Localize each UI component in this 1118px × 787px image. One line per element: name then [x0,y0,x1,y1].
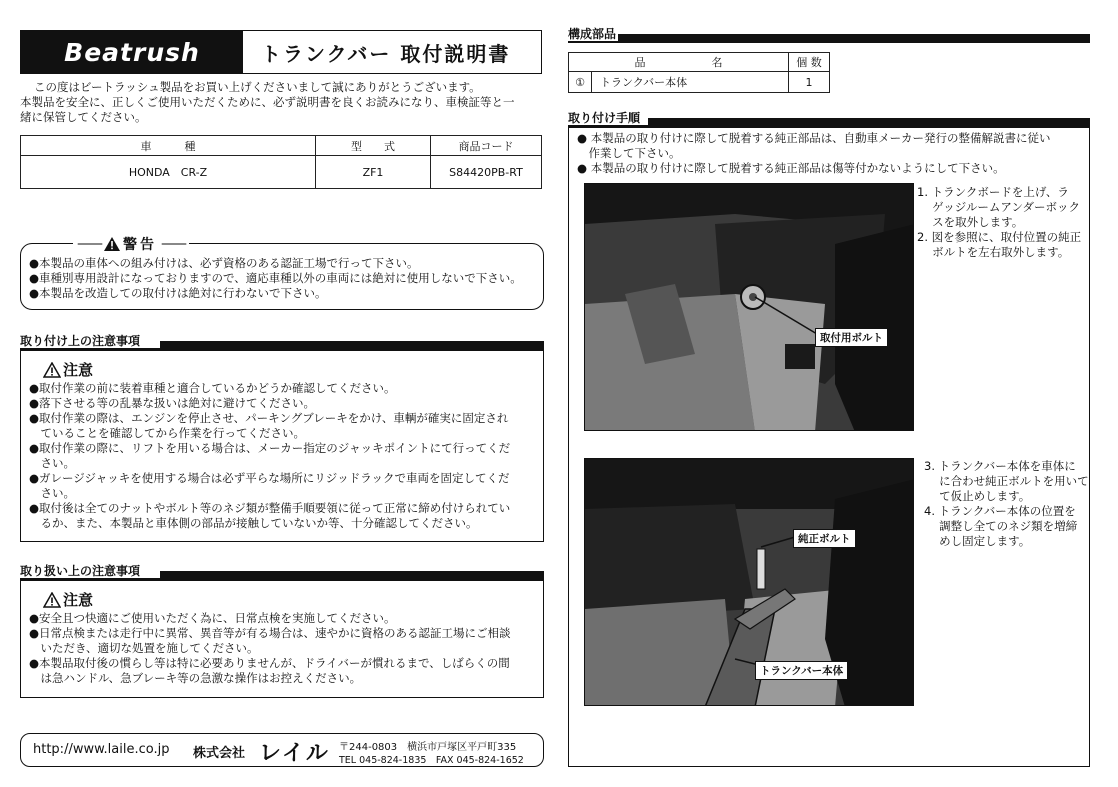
parts-row-no: ① [569,72,592,93]
callout-leader-line [585,184,914,431]
install-note: ●取付作業の前に装着車種と適合しているかどうか確認してください。 [29,381,396,395]
intro-text [20,80,545,125]
header-banner [20,30,542,74]
handling-notes-box [20,580,544,698]
footer [20,733,544,767]
handling-notes-list [29,611,511,686]
install-note: ていることを確認してから作業を行ってください。 [29,426,305,440]
cell-model: ZF1 [316,156,431,189]
intro-line: この度はビートラッシュ製品をお買い上げくださいまして誠にありがとうございます。 [34,80,481,94]
caution-triangle-icon [43,362,61,378]
warning-box [20,236,544,310]
install-caution-title: 注意 [63,361,94,379]
install-note: ●取付作業の際は、エンジンを停止させ、パーキングブレーキをかけ、車輌が確実に固定され [29,411,509,425]
step-line: 1. トランクボードを上げ、ラ [917,185,1069,199]
install-note: さい。 [29,456,75,470]
warning-item: ●本製品の車体への組み付けは、必ず資格のある認証工場で行って下さい。 [29,256,419,270]
col-header-vehicle: 車 種 [21,136,316,156]
company-prefix: 株式会社 [193,746,246,761]
step-line: 調整し全てのネジ類を増締 [924,519,1078,533]
install-note: ●ガレージジャッキを使用する場合は必ず平らな場所にリジッドラックで車両を固定してくだ [29,471,510,485]
warning-triangle-icon [104,237,120,251]
warning-header: —— 警告 —— [73,234,189,254]
procedure-note: ● 本製品の取り付けに際して脱着する純正部品は、自動車メーカー発行の整備解説書に従い [577,131,1051,145]
install-notes-title: 取り付け上の注意事項 [20,334,141,348]
col-header-code: 商品コード [431,136,542,156]
handling-notes-title: 取り扱い上の注意事項 [20,564,141,578]
install-note: ●落下させる等の乱暴な扱いは絶対に避けてください。 [29,396,316,410]
handling-note: ●安全且つ快適にご使用いただく為に、日常点検を実施してください。 [29,611,396,625]
company-url[interactable]: http://www.laile.co.jp [33,742,170,757]
mounting-bolt-label: 取付用ボルト [815,328,888,347]
vehicle-spec-table [20,135,542,189]
handling-note: は急ハンドル、急ブレーキ等の急激な操作はお控えください。 [29,671,362,685]
page-title: トランクバー 取付説明書 [261,41,511,66]
warning-item: ●車種別専用設計になっておりますので、適応車種以外の車両には絶対に使用しないで下さい。 [29,271,522,285]
cell-code: S84420PB-RT [431,156,542,189]
handling-note: ●日常点検または走行中に異常、異音等が有る場合は、速やかに資格のある認証工場にご相談 [29,626,511,640]
warning-list [29,256,522,301]
heading-bar [618,34,1090,43]
heading-bar [648,118,1090,127]
company-name: レイル [259,741,330,766]
install-photo-1 [584,183,914,431]
install-note: るか、また、本製品と車体側の部品が接触していないか等、十分確認してください。 [29,516,478,530]
parts-col-name: 品 名 [569,53,789,72]
parts-title: 構成部品 [568,27,617,41]
step-line: 3. トランクバー本体を車体に [924,459,1076,473]
step-line: めし固定します。 [924,534,1031,548]
parts-row-name: トランクバー本体 [592,72,789,93]
step-line: 2. 図を参照に、取付位置の純正 [917,230,1082,244]
warning-item: ●本製品を改造しての取付けは絶対に行わないで下さい。 [29,286,327,300]
procedure-note: 作業して下さい。 [577,146,681,160]
procedure-box [568,127,1090,767]
handling-caution-header [43,589,93,610]
procedure-title: 取り付け手順 [568,111,641,125]
install-photo-2 [584,458,914,706]
step-line: ゲッジルームアンダーボック [917,200,1080,214]
step-line: スを取外します。 [917,215,1024,229]
step-line: 4. トランクバー本体の位置を [924,504,1076,518]
install-notes-list [29,381,510,531]
install-note: ●取付後は全てのナットやボルト等のネジ類が整備手順要領に従って正常に締め付けられてい [29,501,511,515]
parts-heading [568,27,1090,43]
procedure-note: ● 本製品の取り付けに際して脱着する純正部品は傷等付かないようにして下さい。 [577,161,1005,175]
install-note: ●取付作業の際に、リフトを用いる場合は、メーカー指定のジャッキポイントにて行ってくだ [29,441,511,455]
procedure-notes [577,131,1050,176]
step-line: に合わせ純正ボルトを用いて [924,474,1089,488]
trunk-bar-label: トランクバー本体 [755,661,848,680]
install-caution-header [43,359,93,380]
intro-line: 緒に保管してください。 [20,110,147,124]
parts-table [568,52,830,93]
col-header-model: 型 式 [316,136,431,156]
intro-line: 本製品を安全に、正しくご使用いただくために、必ず説明書を良くお読みになり、車検証等と一 [20,95,515,109]
heading-bar [160,571,544,580]
caution-triangle-icon [43,592,61,608]
install-note: さい。 [29,486,75,500]
steps-3-4 [924,459,1089,549]
parts-row-qty: 1 [789,72,830,93]
parts-col-qty: 個 数 [789,53,830,72]
install-notes-heading [20,334,544,350]
procedure-heading [568,111,1090,127]
heading-bar [160,341,544,350]
handling-note: ●本製品取付後の慣らし等は特に必要ありませんが、ドライバーが慣れるまで、しばらくの間 [29,656,510,670]
install-notes-box [20,350,544,542]
cell-vehicle: HONDA CR-Z [21,156,316,189]
steps-1-2 [917,185,1081,260]
company-address: 〒244-0803 横浜市戸塚区平戸町335 [339,742,517,753]
handling-note: いただき、適切な処置を施してください。 [29,641,259,655]
oem-bolt-label: 純正ボルト [793,529,856,548]
company-phone: TEL 045-824-1835 FAX 045-824-1652 [339,755,524,766]
step-line: て仮止めします。 [924,489,1031,503]
step-line: ボルトを左右取外します。 [917,245,1070,259]
handling-notes-heading [20,564,544,580]
callout-leader-lines [585,459,914,706]
warning-title: 警告 [123,234,157,254]
handling-caution-title: 注意 [63,591,94,609]
brand-logo: Beatrush [21,31,243,73]
